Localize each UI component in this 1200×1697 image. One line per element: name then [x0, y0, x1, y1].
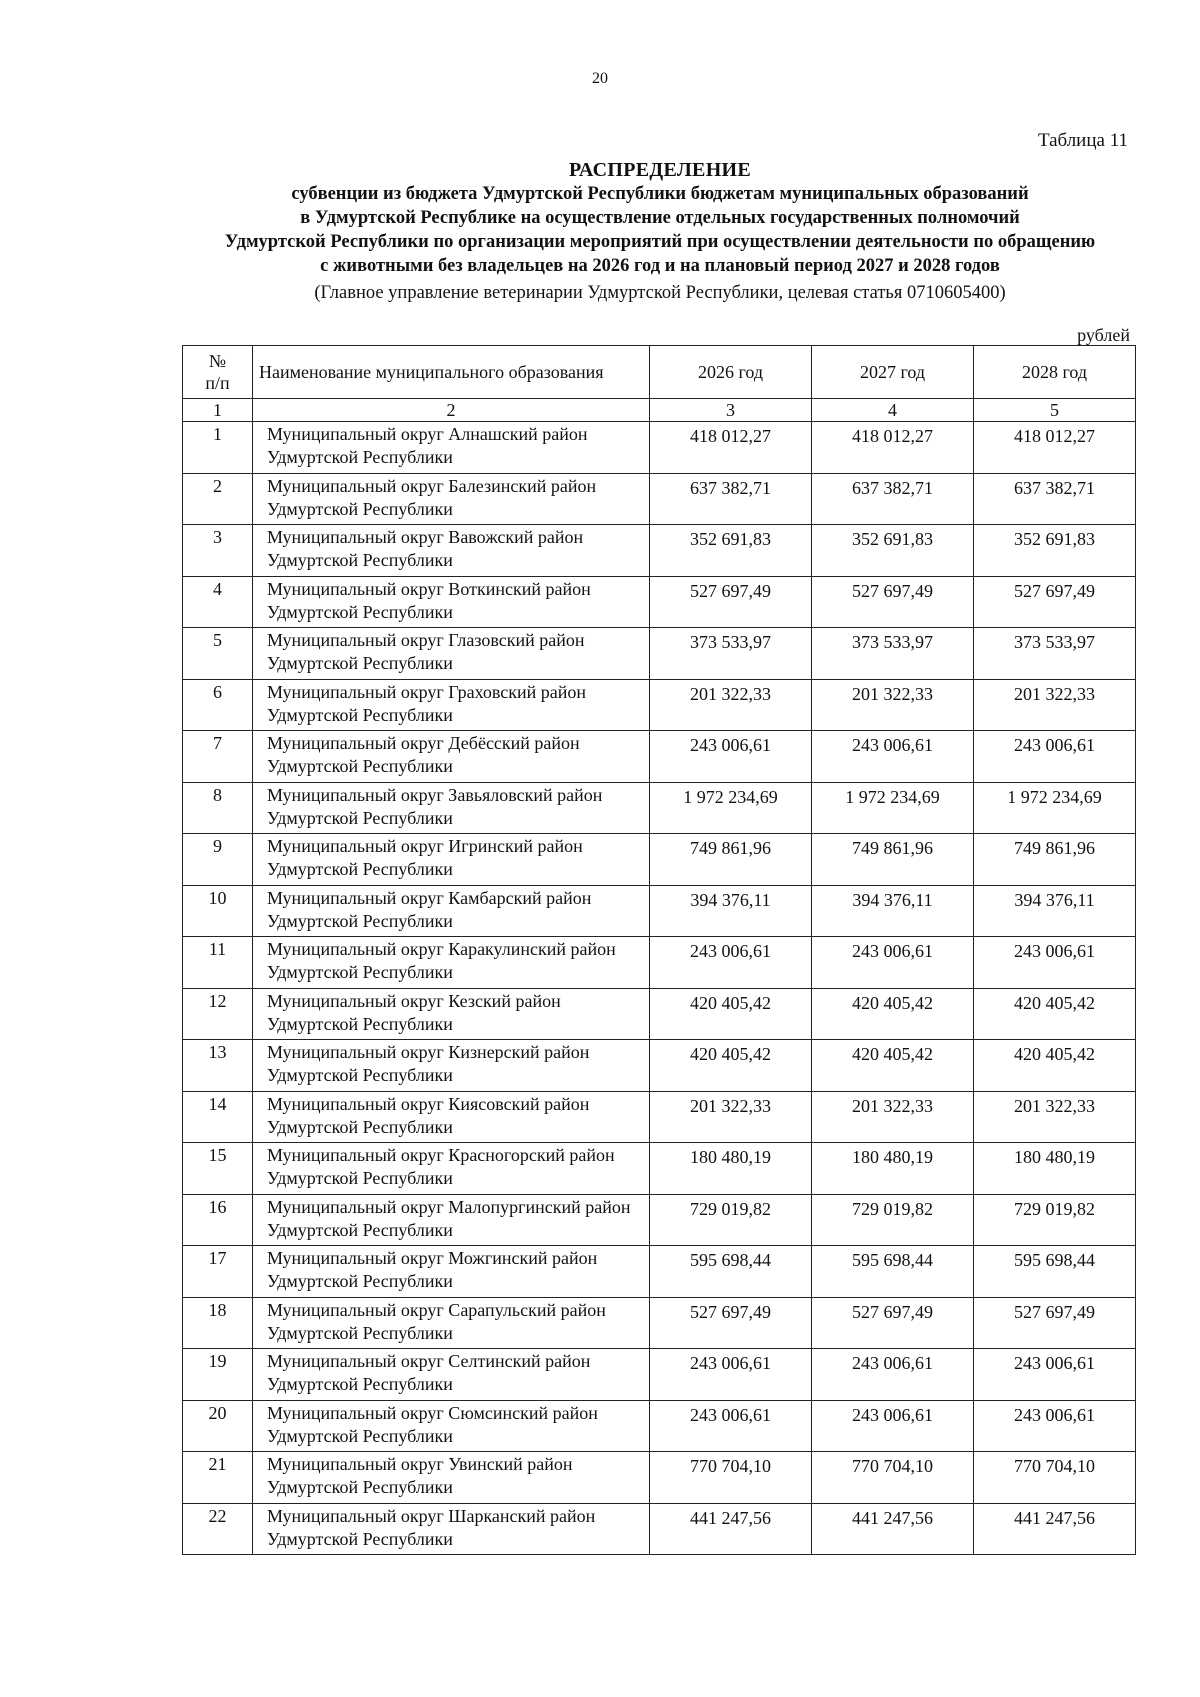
value-2028: 201 322,33: [974, 1091, 1136, 1143]
value-2027: 527 697,49: [812, 576, 974, 628]
table-row: [183, 937, 1136, 989]
value-2026: 420 405,42: [650, 988, 812, 1040]
table-row: [183, 1503, 1136, 1555]
page-number: 20: [592, 70, 608, 87]
row-number: 7: [183, 731, 253, 783]
column-number: 1: [183, 399, 253, 422]
table-row: [183, 1246, 1136, 1298]
row-number: 13: [183, 1040, 253, 1092]
value-2028: 441 247,56: [974, 1503, 1136, 1555]
row-number: 21: [183, 1452, 253, 1504]
value-2027: 1 972 234,69: [812, 782, 974, 834]
value-2028: 243 006,61: [974, 937, 1136, 989]
table-row: [183, 1040, 1136, 1092]
value-2027: 243 006,61: [812, 937, 974, 989]
table-row: [183, 782, 1136, 834]
value-2027: 749 861,96: [812, 834, 974, 886]
value-2027: 180 480,19: [812, 1143, 974, 1195]
header-number: [183, 346, 253, 399]
row-number: 12: [183, 988, 253, 1040]
municipality-name: Муниципальный округ Сюмсинский район Удмуртской Республики: [253, 1400, 650, 1452]
value-2026: 243 006,61: [650, 731, 812, 783]
municipality-name: Муниципальный округ Кизнерский район Удмуртской Республики: [253, 1040, 650, 1092]
municipality-name: Муниципальный округ Селтинский район Удмуртской Республики: [253, 1349, 650, 1401]
heading-note: (Главное управление ветеринарии Удмуртской Республики, целевая статья 0710605400): [314, 283, 1006, 303]
value-2028: 527 697,49: [974, 576, 1136, 628]
value-2028: 352 691,83: [974, 525, 1136, 577]
row-number: 6: [183, 679, 253, 731]
value-2027: 373 533,97: [812, 628, 974, 680]
column-number: 2: [253, 399, 650, 422]
value-2026: 373 533,97: [650, 628, 812, 680]
value-2027: 729 019,82: [812, 1194, 974, 1246]
row-number: 11: [183, 937, 253, 989]
value-2026: 749 861,96: [650, 834, 812, 886]
value-2026: 420 405,42: [650, 1040, 812, 1092]
row-number: 2: [183, 473, 253, 525]
table-row: [183, 1400, 1136, 1452]
municipality-name: Муниципальный округ Можгинский район Удмуртской Республики: [253, 1246, 650, 1298]
table-row: [183, 988, 1136, 1040]
value-2026: 418 012,27: [650, 422, 812, 474]
municipality-name: Муниципальный округ Глазовский район Удмуртской Республики: [253, 628, 650, 680]
value-2028: 749 861,96: [974, 834, 1136, 886]
row-number: 3: [183, 525, 253, 577]
unit-label: рублей: [1077, 325, 1130, 345]
municipality-name: Муниципальный округ Граховский район Удмуртской Республики: [253, 679, 650, 731]
value-2028: 243 006,61: [974, 1400, 1136, 1452]
municipality-name: Муниципальный округ Шарканский район Удмуртской Республики: [253, 1503, 650, 1555]
header-number-line2: п/п: [205, 373, 230, 393]
value-2027: 420 405,42: [812, 988, 974, 1040]
value-2027: 201 322,33: [812, 679, 974, 731]
municipality-name: Муниципальный округ Алнашский район Удмуртской Республики: [253, 422, 650, 474]
value-2026: 527 697,49: [650, 576, 812, 628]
table-row: [183, 1143, 1136, 1195]
row-number: 15: [183, 1143, 253, 1195]
municipality-name: Муниципальный округ Завьяловский район Удмуртской Республики: [253, 782, 650, 834]
row-number: 5: [183, 628, 253, 680]
row-number: 17: [183, 1246, 253, 1298]
value-2026: 595 698,44: [650, 1246, 812, 1298]
heading-line: Удмуртской Республики по организации мероприятий при осуществлении деятельности по обращению: [224, 232, 1096, 252]
value-2028: 420 405,42: [974, 1040, 1136, 1092]
value-2026: 441 247,56: [650, 1503, 812, 1555]
document-heading: [160, 158, 1160, 306]
value-2026: 243 006,61: [650, 1400, 812, 1452]
value-2027: 418 012,27: [812, 422, 974, 474]
value-2026: 201 322,33: [650, 1091, 812, 1143]
header-2028: 2028 год: [974, 346, 1136, 399]
municipality-name: Муниципальный округ Игринский район Удмуртской Республики: [253, 834, 650, 886]
value-2028: 373 533,97: [974, 628, 1136, 680]
table-row: [183, 885, 1136, 937]
value-2026: 243 006,61: [650, 937, 812, 989]
value-2026: 201 322,33: [650, 679, 812, 731]
table-row: [183, 525, 1136, 577]
value-2028: 394 376,11: [974, 885, 1136, 937]
heading-title: РАСПРЕДЕЛЕНИЕ: [568, 159, 752, 181]
table-row: [183, 576, 1136, 628]
value-2028: 201 322,33: [974, 679, 1136, 731]
row-number: 9: [183, 834, 253, 886]
row-number: 18: [183, 1297, 253, 1349]
heading-line: в Удмуртской Республике на осуществление отдельных государственных полномочий: [300, 208, 1020, 228]
value-2027: 394 376,11: [812, 885, 974, 937]
table-row: [183, 1297, 1136, 1349]
table-row: [183, 731, 1136, 783]
table-label: Таблица 11: [1037, 130, 1128, 151]
value-2027: 352 691,83: [812, 525, 974, 577]
value-2027: 770 704,10: [812, 1452, 974, 1504]
value-2028: 243 006,61: [974, 1349, 1136, 1401]
table-row: [183, 679, 1136, 731]
heading-line: с животными без владельцев на 2026 год и на плановый период 2027 и 2028 годов: [320, 256, 1000, 276]
table-row: [183, 422, 1136, 474]
header-name: Наименование муниципального образования: [253, 346, 650, 399]
value-2026: 394 376,11: [650, 885, 812, 937]
table-row: [183, 628, 1136, 680]
value-2028: 527 697,49: [974, 1297, 1136, 1349]
column-number-row: [183, 399, 1136, 422]
value-2026: 770 704,10: [650, 1452, 812, 1504]
municipality-name: Муниципальный округ Камбарский район Удмуртской Республики: [253, 885, 650, 937]
municipality-name: Муниципальный округ Вавожский район Удмуртской Республики: [253, 525, 650, 577]
value-2026: 243 006,61: [650, 1349, 812, 1401]
value-2028: 418 012,27: [974, 422, 1136, 474]
value-2027: 243 006,61: [812, 1349, 974, 1401]
value-2027: 441 247,56: [812, 1503, 974, 1555]
table-body: [183, 422, 1136, 1555]
column-number: 3: [650, 399, 812, 422]
municipality-name: Муниципальный округ Каракулинский район Удмуртской Республики: [253, 937, 650, 989]
value-2027: 420 405,42: [812, 1040, 974, 1092]
header-2027: 2027 год: [812, 346, 974, 399]
table-row: [183, 473, 1136, 525]
distribution-table: [182, 345, 1136, 1555]
municipality-name: Муниципальный округ Киясовский район Удмуртской Республики: [253, 1091, 650, 1143]
municipality-name: Муниципальный округ Красногорский район Удмуртской Республики: [253, 1143, 650, 1195]
header-2026: 2026 год: [650, 346, 812, 399]
value-2027: 595 698,44: [812, 1246, 974, 1298]
municipality-name: Муниципальный округ Сарапульский район Удмуртской Республики: [253, 1297, 650, 1349]
value-2026: 180 480,19: [650, 1143, 812, 1195]
value-2028: 595 698,44: [974, 1246, 1136, 1298]
column-number: 4: [812, 399, 974, 422]
municipality-name: Муниципальный округ Балезинский район Удмуртской Республики: [253, 473, 650, 525]
value-2026: 637 382,71: [650, 473, 812, 525]
header-number-line1: №: [208, 351, 227, 371]
table-row: [183, 1091, 1136, 1143]
municipality-name: Муниципальный округ Воткинский район Удмуртской Республики: [253, 576, 650, 628]
value-2028: 770 704,10: [974, 1452, 1136, 1504]
value-2027: 243 006,61: [812, 731, 974, 783]
value-2026: 1 972 234,69: [650, 782, 812, 834]
value-2027: 243 006,61: [812, 1400, 974, 1452]
table-row: [183, 834, 1136, 886]
row-number: 22: [183, 1503, 253, 1555]
municipality-name: Муниципальный округ Кезский район Удмуртской Республики: [253, 988, 650, 1040]
value-2028: 420 405,42: [974, 988, 1136, 1040]
value-2026: 729 019,82: [650, 1194, 812, 1246]
value-2027: 527 697,49: [812, 1297, 974, 1349]
row-number: 14: [183, 1091, 253, 1143]
value-2027: 637 382,71: [812, 473, 974, 525]
heading-line: субвенции из бюджета Удмуртской Республики бюджетам муниципальных образований: [291, 184, 1029, 204]
value-2026: 352 691,83: [650, 525, 812, 577]
municipality-name: Муниципальный округ Увинский район Удмуртской Республики: [253, 1452, 650, 1504]
table-row: [183, 1194, 1136, 1246]
row-number: 16: [183, 1194, 253, 1246]
value-2027: 201 322,33: [812, 1091, 974, 1143]
value-2028: 243 006,61: [974, 731, 1136, 783]
row-number: 10: [183, 885, 253, 937]
municipality-name: Муниципальный округ Малопургинский район Удмуртской Республики: [253, 1194, 650, 1246]
table-row: [183, 1349, 1136, 1401]
table-row: [183, 1452, 1136, 1504]
row-number: 19: [183, 1349, 253, 1401]
row-number: 8: [183, 782, 253, 834]
row-number: 1: [183, 422, 253, 474]
column-number: 5: [974, 399, 1136, 422]
value-2026: 527 697,49: [650, 1297, 812, 1349]
municipality-name: Муниципальный округ Дебёсский район Удмуртской Республики: [253, 731, 650, 783]
row-number: 4: [183, 576, 253, 628]
value-2028: 180 480,19: [974, 1143, 1136, 1195]
table-header-row: [183, 346, 1136, 399]
value-2028: 729 019,82: [974, 1194, 1136, 1246]
value-2028: 1 972 234,69: [974, 782, 1136, 834]
row-number: 20: [183, 1400, 253, 1452]
value-2028: 637 382,71: [974, 473, 1136, 525]
